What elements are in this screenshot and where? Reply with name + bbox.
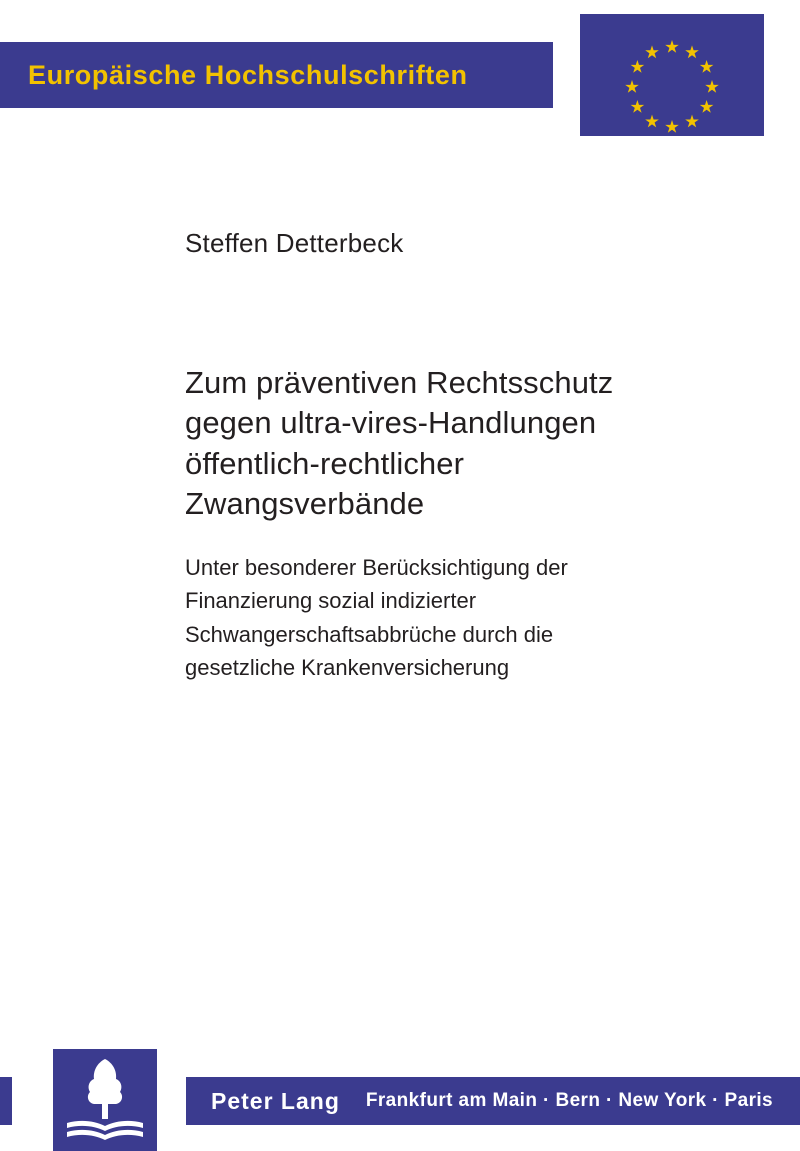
book-title-line: öffentlich-rechtlicher <box>185 445 465 481</box>
book-subtitle-line: gesetzliche Krankenversicherung <box>185 655 510 681</box>
book-subtitle-line: Finanzierung sozial indizierter <box>185 588 477 614</box>
series-banner <box>0 42 553 108</box>
book-title-line: Zum präventiven Rechtsschutz <box>185 365 614 400</box>
publisher-logo-icon <box>53 1049 157 1151</box>
european-union-flag-icon <box>580 14 764 136</box>
book-subtitle-line: Schwangerschaftsabbrüche durch die <box>185 621 554 647</box>
author-name: Steffen Detterbeck <box>185 228 404 258</box>
book-title-line: gegen ultra-vires-Handlungen <box>185 405 597 441</box>
publisher-bar <box>186 1077 800 1125</box>
book-title <box>185 363 725 524</box>
book-subtitle-line: Unter besonderer Berücksichtigung der <box>185 555 568 580</box>
publisher-name: Peter Lang <box>211 1087 340 1114</box>
book-subtitle <box>185 551 725 685</box>
book-title-line: Zwangsverbände <box>185 485 425 521</box>
series-title: Europäische Hochschulschriften <box>28 59 468 90</box>
publisher-cities: Frankfurt am Main · Bern · New York · Paris <box>365 1090 774 1111</box>
left-edge-accent <box>0 1077 12 1125</box>
